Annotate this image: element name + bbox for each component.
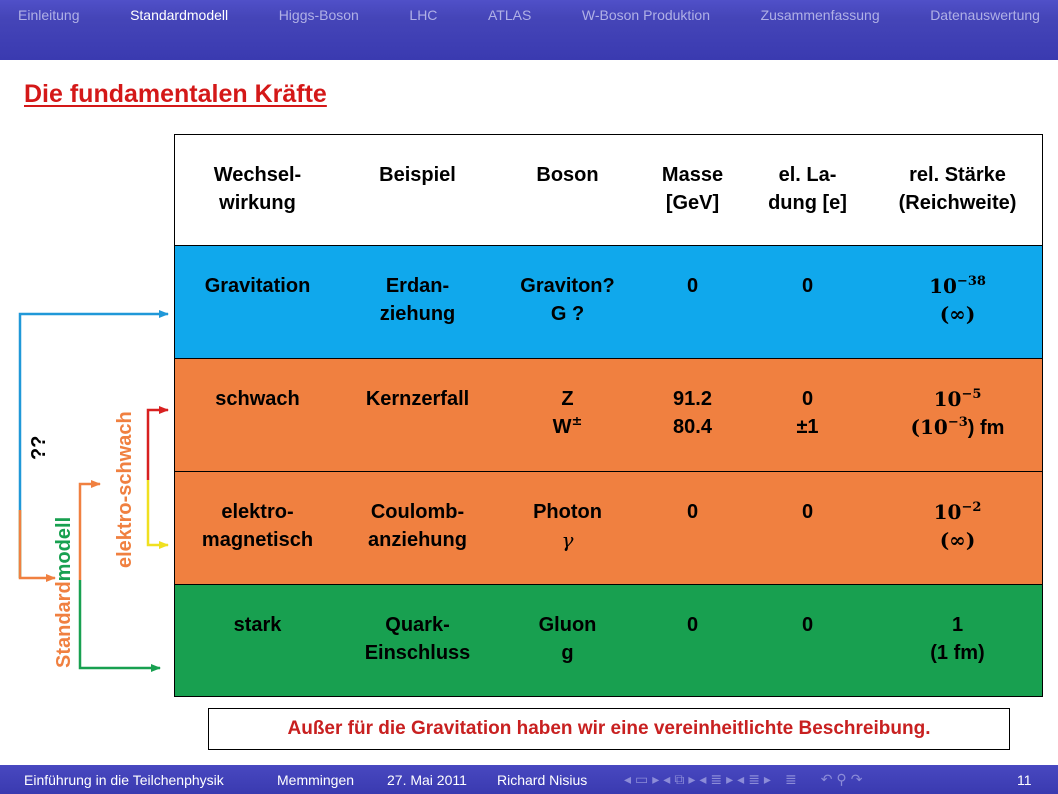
nav-item-datenauswertung[interactable]: Datenauswertung xyxy=(930,7,1040,23)
table-row-stark xyxy=(175,585,1042,696)
next-frame-icon[interactable]: ▸ xyxy=(652,771,660,787)
header-boson: Boson xyxy=(536,164,599,186)
standardmodell-label: Standardmodell xyxy=(53,516,75,668)
electroweak-label: elektro-schwach xyxy=(114,411,136,568)
cell-charge: 0 xyxy=(801,614,814,636)
electroweak-bracket-red xyxy=(148,410,168,480)
standardmodell-bracket-top xyxy=(80,484,100,580)
header-wechselwirkung: Wechsel- wirkung xyxy=(213,164,302,214)
header-ladung: el. La- dung [e] xyxy=(768,164,847,214)
undo-icon[interactable]: ↶ xyxy=(820,771,833,787)
next-section-icon[interactable]: ▸ xyxy=(726,771,734,787)
prev-section-icon[interactable]: ◂ xyxy=(699,771,707,787)
cell-charge: 0 xyxy=(801,275,814,297)
table-header-row xyxy=(175,135,1042,246)
standardmodell-bracket-bottom xyxy=(80,580,160,668)
cell-boson: Z W± xyxy=(552,388,583,438)
search-icon[interactable]: ⚲ xyxy=(836,771,847,787)
gravitation-arrow xyxy=(20,314,168,510)
cell-name: schwach xyxy=(215,388,300,410)
cell-name: stark xyxy=(233,614,282,636)
table-row-gravitation xyxy=(175,246,1042,359)
table-row-schwach xyxy=(175,359,1042,472)
header-masse: Masse [GeV] xyxy=(661,164,724,214)
table-row-elektromagnetisch xyxy=(175,472,1042,585)
document-icon[interactable]: ≣ xyxy=(784,771,797,787)
nav-item-einleitung[interactable]: Einleitung xyxy=(18,7,80,23)
cell-example: Kernzerfall xyxy=(365,388,470,410)
cell-mass: 0 xyxy=(686,275,699,297)
forces-table xyxy=(174,134,1043,697)
section-icon[interactable]: ≣ xyxy=(710,771,723,787)
cell-name: elektro- magnetisch xyxy=(201,501,314,551)
cell-charge: 0 ±1 xyxy=(796,388,819,438)
beamer-navigation xyxy=(624,771,862,788)
cell-example: Coulomb- anziehung xyxy=(368,501,467,551)
unification-orange-line xyxy=(20,510,55,578)
prev-part-icon[interactable]: ◂ xyxy=(737,771,745,787)
footer-place: Memmingen xyxy=(277,772,355,788)
part-icon[interactable]: ≣ xyxy=(748,771,760,787)
header-beispiel: Beispiel xyxy=(379,164,456,186)
header-staerke: rel. Stärke (Reichweite) xyxy=(898,164,1017,214)
nav-item-atlas[interactable]: ATLAS xyxy=(487,7,532,23)
footer-author: Richard Nisius xyxy=(497,772,588,788)
nav-item-standardmodell[interactable]: Standardmodell xyxy=(130,7,229,23)
footer-course: Einführung in die Teilchenphysik xyxy=(24,772,224,788)
cell-strength: 1 (1 fm) xyxy=(930,614,985,664)
page-title: Die fundamentalen Kräfte xyxy=(24,80,327,108)
prev-frame-icon[interactable]: ◂ xyxy=(624,771,632,787)
force-grouping-arrows xyxy=(0,0,175,700)
cell-example: Quark- Einschluss xyxy=(364,614,471,664)
prev-subsection-icon[interactable]: ◂ xyxy=(663,771,671,787)
nav-item-zusammenfassung[interactable]: Zusammenfassung xyxy=(760,7,880,23)
subsection-icon[interactable]: ⧉ xyxy=(674,771,685,787)
cell-boson: Graviton? G ? xyxy=(520,275,615,325)
electroweak-bracket-yellow xyxy=(148,480,168,545)
redo-icon[interactable]: ↷ xyxy=(850,771,863,787)
footer-bar xyxy=(0,765,1058,794)
nav-item-w-boson-produktion[interactable]: W-Boson Produktion xyxy=(581,7,710,23)
unknown-unification-label: ?? xyxy=(28,435,50,460)
cell-mass: 0 xyxy=(686,501,699,523)
cell-mass: 91.2 80.4 xyxy=(673,388,712,438)
summary-note: Außer für die Gravitation haben wir eine vereinheitlichte Beschreibung. xyxy=(208,708,1010,750)
nav-item-higgs-boson[interactable]: Higgs-Boson xyxy=(278,7,359,23)
cell-strength: $10^{-2}$ (∞) xyxy=(933,500,982,552)
nav-item-lhc[interactable]: LHC xyxy=(409,7,438,23)
cell-mass: 0 xyxy=(686,614,699,636)
cell-boson: Photon γ xyxy=(533,501,602,552)
footer-date: 27. Mai 2011 xyxy=(387,772,467,788)
cell-example: Erdan- ziehung xyxy=(379,275,456,325)
frame-icon[interactable]: ▭ xyxy=(635,771,649,787)
cell-strength: $10^{-5}$ $(10^{-3})$ fm xyxy=(910,387,1005,439)
cell-charge: 0 xyxy=(801,501,814,523)
next-part-icon[interactable]: ▸ xyxy=(763,771,771,787)
cell-name: Gravitation xyxy=(204,275,311,297)
cell-boson: Gluon g xyxy=(538,614,597,664)
cell-strength: $10^{-38}$ (∞) xyxy=(929,274,986,326)
next-subsection-icon[interactable]: ▸ xyxy=(688,771,696,787)
page-number: 11 xyxy=(1017,772,1032,788)
